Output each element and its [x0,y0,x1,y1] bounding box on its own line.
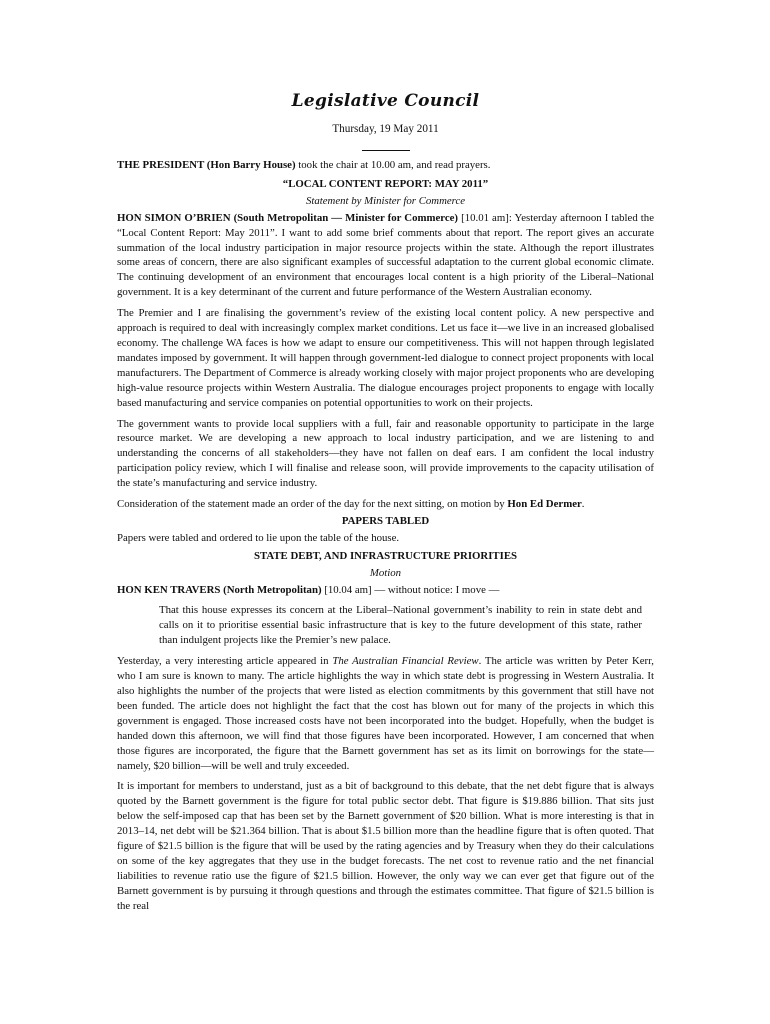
debt-intro-paragraph [117,583,654,598]
president-paragraph [117,158,654,173]
president-text: took the chair at 10.00 am, and read prayers. [295,159,491,171]
report-paragraph-3: The government wants to provide local suppliers with a full, fair and reasonable opportunity to participate in the large resource market. We are developing a new approach to local industry participation, and we are listening to and understanding the concerns of all stakeholders—they have not fallen on deaf ears. I am confident the local industry participation policy review, which I will finalise and release soon, will provide improvements to the capacity utilisation of the state’s manufacturing and service industry. [117,417,654,490]
publication-title: The Australian Financial Review [332,655,479,668]
report-subheading: Statement by Minister for Commerce [305,194,466,207]
report-heading: “LOCAL CONTENT REPORT: MAY 2011” [282,177,489,190]
report-paragraph-1-text: [10.01 am]: Yesterday afternoon I tabled the “Local Content Report: May 2011”. I want to add some brief comments about that report. The report gives an accurate summation of the local industry participation in major resource projects within the state. Although the report illustrates some areas of concern, there are also significant examples of successful adaptation to the current global economic climate. The continuing development of an environment that encourages local content is a high priority of the Liberal–National government. It is a key determinant of the current and future performance of the Western Australian economy. [117,211,655,299]
consideration-text: Consideration of the statement made an order of the day for the next sitting, on motion by [117,498,508,511]
masthead-title: Legislative Council [291,91,480,111]
consideration-mover: Hon Ed Dermer [507,498,582,511]
sitting-date: Thursday, 19 May 2011 [332,123,439,135]
debt-heading: STATE DEBT, AND INFRASTRUCTURE PRIORITIES [253,549,518,562]
debt-speaker: HON KEN TRAVERS (North Metropolitan) [117,583,322,596]
report-paragraph-1 [117,211,654,300]
report-paragraph-2: The Premier and I are finalising the government’s review of the existing local content policy. A new perspective and approach is required to deal with increasingly complex market conditions. Let us face it—we live in an increased globalised economy. The challenge WA faces is how we adapt to ensure our competitiveness. This will not happen through legislated mandates imposed by government. It will happen through government-led dialogue to connect project proponents with local manufacturers. The Department of Commerce is already working closely with major project proponents who are developing high-value resource projects within Western Australia. The dialogue encourages project proponents to engage with locally based manufacturing and service companies on potential opportunities to work on their projects. [117,307,654,409]
debt-paragraph-1-b: . The article was written by Peter Kerr, who I am sure is known to many. The article highlights the way in which state debt is progressing in Western Australia. It also highlights the number of the projects that were listed as election commitments by this government that still have not been funded. The article does not highlight the fact that the cost has blown out for many of the projects in which this government is engaged. Those increased costs have not been incorporated into the budget. Hopefully, when the budget is handed down this afternoon, we will find that those figures have been incorporated. However, I am concerned that when those figures are incorporated, the figure that the Barnett government has set as its limit on borrowings for the state—namely, $20 billion—will be well and truly exceeded. [117,655,654,772]
divider-rule [362,150,410,151]
debt-paragraph-1 [117,654,654,773]
papers-paragraph: Papers were tabled and ordered to lie upon the table of the house. [117,531,400,544]
consideration-period: . [581,498,585,511]
motion-text: That this house expresses its concern at the Liberal–National government’s inability to rein in state debt and calls on it to prioritise essential basic infrastructure that is key to the future development of this state, rather than indulgent projects like the Premier’s new palace. [159,604,642,647]
report-speaker: HON SIMON O’BRIEN (South Metropolitan — Minister for Commerce) [117,211,459,224]
debt-intro-text: [10.04 am] — without notice: I move — [321,583,500,596]
papers-heading: PAPERS TABLED [341,514,430,527]
debt-subheading: Motion [369,566,402,579]
president-speaker: THE PRESIDENT (Hon Barry House) [117,159,296,171]
debt-paragraph-1-a: Yesterday, a very interesting article appeared in [117,655,333,668]
debt-paragraph-2: It is important for members to understand, just as a bit of background to this debate, that the net debt figure that is always quoted by the Barnett government is the figure for total public sector debt. That figure is $19.886 billion. That sits just below the self-imposed cap that has been set by the Barnett government of $20 billion. What is more interesting is that in 2013–14, net debt will be $21.364 billion. That is about $1.5 billion more than the headline figure that is often quoted. That figure of $21.5 billion is the figure that will be used by the rating agencies and by Treasury when they do their calculations on some of the key aggregates that they use in the budget forecasts. The net cost to revenue ratio and the net financial liabilities to revenue ratio use the figure of $21.5 billion. However, the only way we can ever get that figure out of the Barnett government is by pursuing it through questions and through the estimates committee. That figure of $21.5 billion is the real [117,780,654,912]
consideration-paragraph [117,497,654,512]
hansard-page [117,0,654,914]
